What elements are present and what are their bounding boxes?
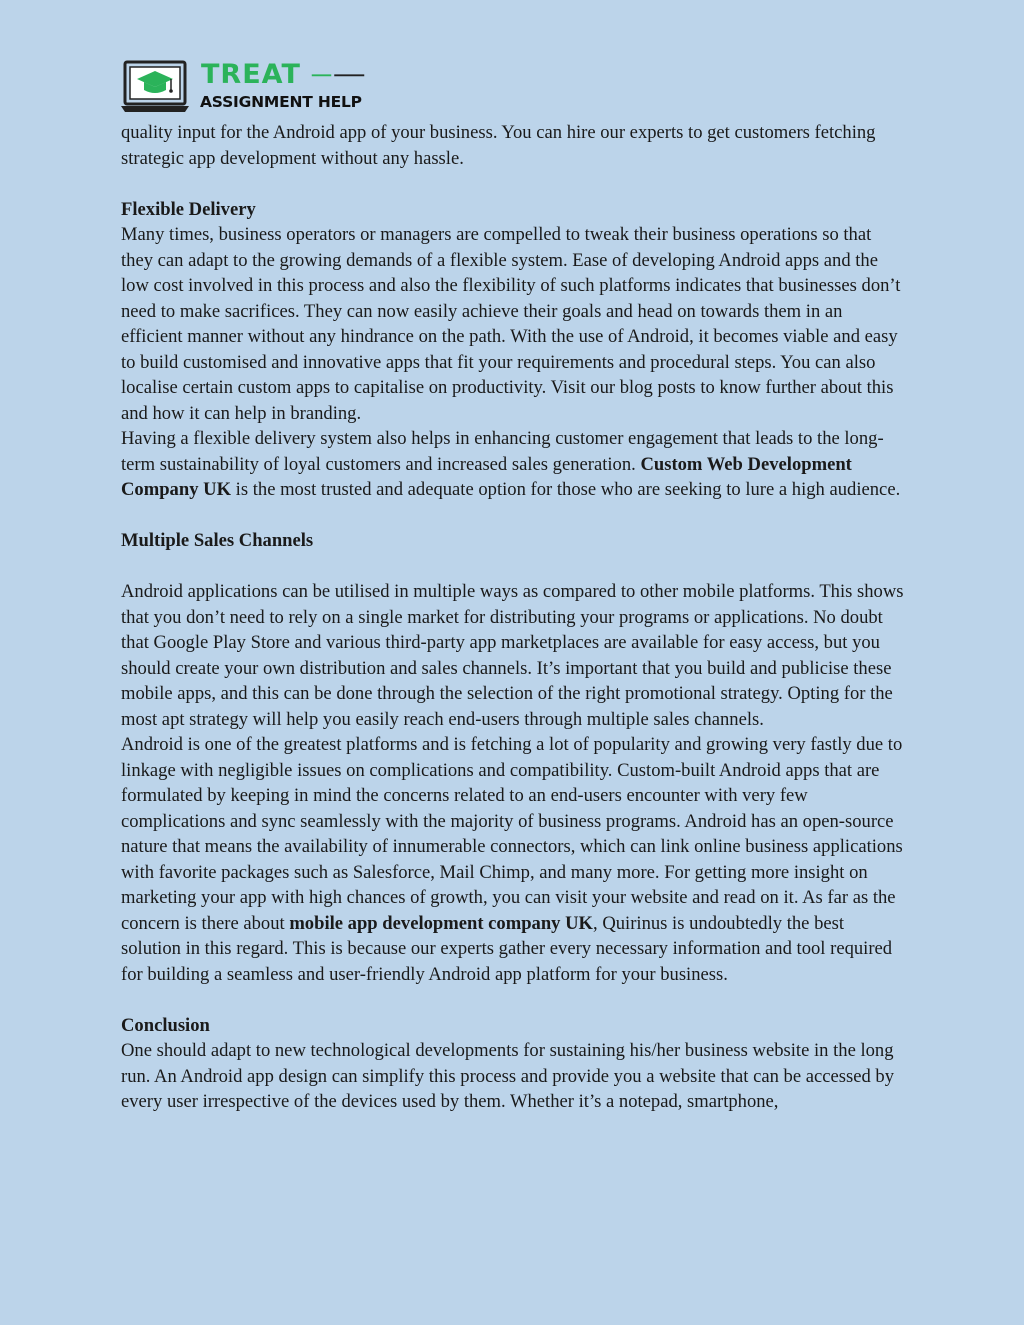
spacer (121, 987, 907, 1013)
brand-underline-decoration (303, 74, 373, 77)
brand-name: TREAT (201, 59, 301, 90)
flexible-delivery-paragraph-1: Many times, business operators or managers are compelled to tweak their business operations so that they can adapt to the growing demands of a flexible system. Ease of developing Android apps and the low cost involved in this process and also the flexibility of such platforms indicates that businesses don’t need to make sacrifices. They can now easily achieve their goals and head on towards them in an efficient manner without any hindrance on the path. With the use of Android, it becomes viable and easy to build customised and innovative apps that fit your requirements and procedural steps. You can also localise certain custom apps to capitalise on productivity. Visit our blog posts to know further about this and how it can help in branding. (121, 224, 901, 424)
brand-logo (121, 58, 381, 116)
paragraph-text: Android is one of the greatest platforms and is fetching a lot of popularity and growing very fastly due to linkage with negligible issues on complications and compatibility. Custom-built Android apps that are formulated by keeping in mind the concerns related to an end-users encounter with very few complications and sync seamlessly with the majority of business programs. Android has an open-source nature that means the availability of innumerable connectors, which can link online business applications with favorite packages such as Salesforce, Mail Chimp, and many more. For getting more insight on marketing your app with high chances of growth, you can visit your website and read on it. As far as the concern is there about (121, 734, 903, 934)
conclusion-paragraph: One should adapt to new technological developments for sustaining his/her business website in the long run. An Android app design can simplify this process and provide you a website that can be accessed by every user irrespective of the devices used by them. Whether it’s a notepad, smartphone, (121, 1040, 895, 1112)
sales-channels-paragraph-1: Android applications can be utilised in multiple ways as compared to other mobile platforms. This shows that you don’t need to rely on a single market for distributing your programs or applications. No doubt that Google Play Store and various third-party app marketplaces are available for easy access, but you should create your own distribution and sales channels. It’s important that you build and publicise these mobile apps, and this can be done through the selection of the right promotional strategy. Opting for the most apt strategy will help you easily reach end-users through multiple sales channels. (121, 581, 904, 730)
section-heading-multiple-sales-channels: Multiple Sales Channels (121, 530, 314, 551)
document-body (121, 120, 907, 1115)
intro-paragraph: quality input for the Android app of your business. You can hire our experts to get customers fetching strategic app development without any hassle. (121, 122, 876, 169)
section-heading-flexible-delivery: Flexible Delivery (121, 198, 256, 220)
brand-tagline: ASSIGNMENT HELP (200, 93, 362, 111)
laptop-graduation-cap-icon (121, 60, 189, 114)
paragraph-text: , Quirinus is undoubtedly the best solution in this regard. This is because our experts gather every necessary information and tool required for building a seamless and user-friendly Android app platform for your business. (121, 912, 893, 985)
spacer (121, 554, 907, 580)
section-heading-conclusion: Conclusion (121, 1014, 210, 1036)
flexible-delivery-paragraph-2 (121, 426, 907, 503)
bold-keyword-custom-web-development: Custom Web Development Company UK (121, 453, 852, 500)
paragraph-text: Having a flexible delivery system also helps in enhancing customer engagement that leads to the long-term sustainability of loyal customers and increased sales generation. (121, 428, 884, 475)
sales-channels-paragraph-2 (121, 732, 907, 987)
spacer (121, 503, 907, 529)
paragraph-text: is the most trusted and adequate option for those who are seeking to lure a high audience. (231, 479, 901, 500)
spacer (121, 171, 907, 197)
bold-keyword-mobile-app-development: mobile app development company UK (289, 912, 594, 934)
